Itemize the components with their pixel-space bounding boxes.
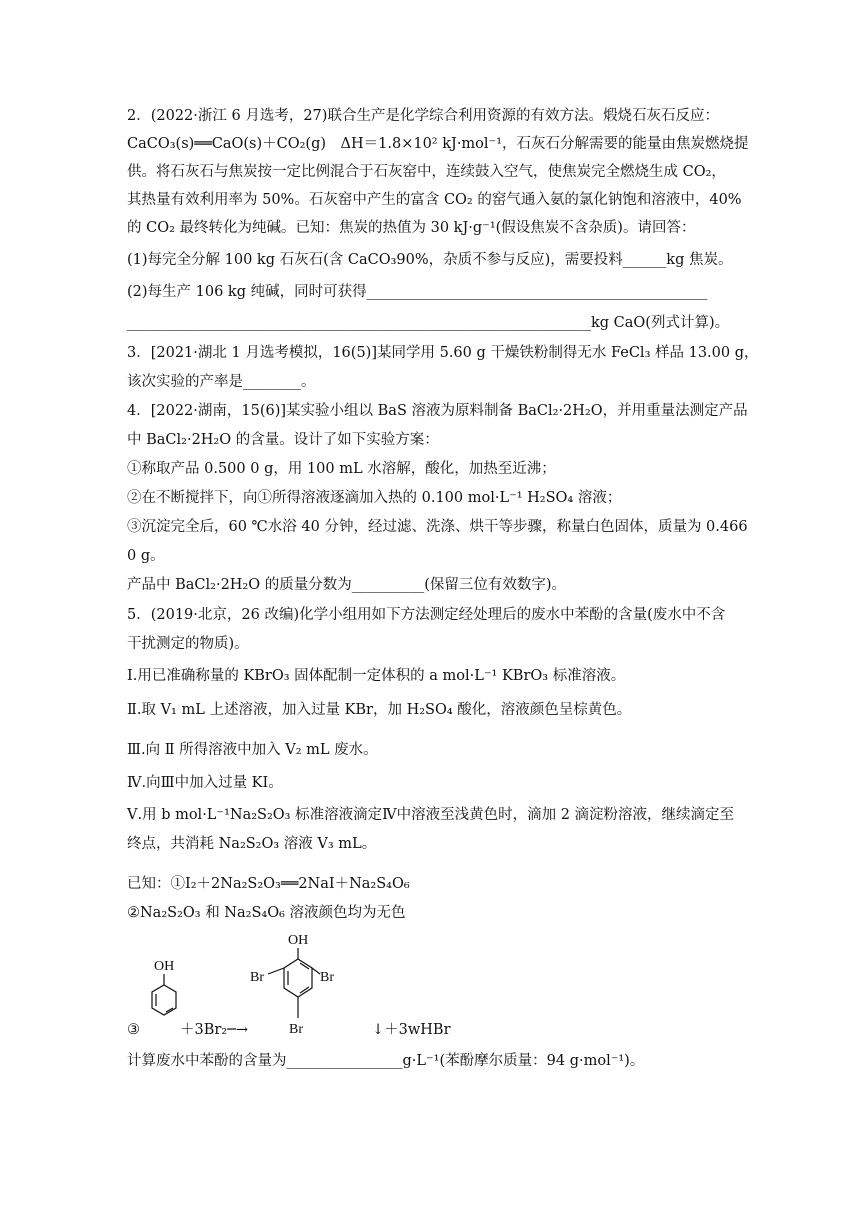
product-br-bottom-label: Br [289, 1022, 303, 1037]
q2-subq-1: (1)每完全分解 100 kg 石灰石(含 CaCO₃90%，杂质不参与反应)，需要投料______kg 焦炭。 [127, 252, 733, 268]
q5-step-1: Ⅰ.用已准确称量的 KBrO₃ 固体配制一定体积的 a mol·L⁻¹ KBrO₃ 标准溶液。 [127, 668, 626, 684]
q5-known-2: ②Na₂S₂O₃ 和 Na₂S₄O₆ 溶液颜色均为无色 [127, 905, 406, 921]
q5-step-4: Ⅳ.向Ⅲ中加入过量 KI。 [127, 775, 283, 791]
q4-line-2: 中 BaCl₂·2H₂O 的含量。设计了如下实验方案： [127, 432, 439, 448]
q5-line-1: 5．(2019·北京，26 改编)化学小组用如下方法测定经处理后的废水中苯酚的含量(废水中不含 [127, 607, 726, 623]
equation-number: ③ [127, 1022, 140, 1038]
reactant-bromine-arrow: ＋3Br₂─→ [180, 1022, 249, 1038]
q2-line-2: CaCO₃(s)══CaO(s)＋CO₂(g) ΔH＝1.8×10² kJ·mol⁻¹，石灰石分解需要的能量由焦炭燃烧提 [127, 136, 749, 152]
q2-line-5: 的 CO₂ 最终转化为纯碱。已知：焦炭的热值为 30 kJ·g⁻¹(假设焦炭不含杂质)。请回答： [127, 220, 696, 236]
q5-step-3: Ⅲ.向 Ⅱ 所得溶液中加入 V₂ mL 废水。 [127, 742, 378, 758]
q4-line-1: 4．[2022·湖南，15(6)]某实验小组以 BaS 溶液为原料制备 BaCl₂·2H₂O，并用重量法测定产品 [127, 403, 748, 419]
q3-line-1: 3．[2021·湖北 1 月选考模拟，16(5)]某同学用 5.60 g 干燥铁粉制得无水 FeCl₃ 样品 13.00 g， [127, 345, 759, 361]
q4-step-2: ②在不断搅拌下，向①所得溶液逐滴加入热的 0.100 mol·L⁻¹ H₂SO₄ 溶液； [127, 490, 622, 506]
q2-line-4: 其热量有效利用率为 50%。石灰窑中产生的富含 CO₂ 的窑气通入氨的氯化钠饱和溶液中，40% [127, 192, 742, 208]
q4-step-1: ①称取产品 0.500 0 g，用 100 mL 水溶解，酸化，加热至近沸； [127, 461, 556, 477]
tribromophenol-structure-icon [245, 928, 345, 1038]
q2-line-3: 供。将石灰石与焦炭按一定比例混合于石灰窑中，连续鼓入空气，使焦炭完全燃烧生成 CO₂， [127, 164, 726, 180]
q5-step-5: Ⅴ.用 b mol·L⁻¹Na₂S₂O₃ 标准溶液滴定Ⅳ中溶液至浅黄色时，滴加 2 滴淀粉溶液，继续滴定至 [127, 807, 735, 823]
q5-line-2: 干扰测定的物质)。 [127, 636, 249, 652]
q2-subq-2: (2)每生产 106 kg 纯碱，同时可获得_______________________________________________ [127, 284, 708, 300]
phenol-oh-label: OH [154, 959, 175, 974]
q5-known-1: 已知：①I₂＋2Na₂S₂O₃══2NaI＋Na₂S₄O₆ [127, 876, 410, 892]
q5-final-question: 计算废水中苯酚的含量为________________g·L⁻¹(苯酚摩尔质量：94 g·mol⁻¹)。 [127, 1053, 645, 1069]
q4-step-3: ③沉淀完全后，60 ℃水浴 40 分钟，经过滤、洗涤、烘干等步骤，称量白色固体，质量为 0.466 [127, 519, 748, 535]
q5-step-5-cont: 终点，共消耗 Na₂S₂O₃ 溶液 V₃ mL。 [127, 836, 377, 852]
product-oh-label: OH [288, 933, 309, 948]
q4-step-3-cont: 0 g。 [127, 548, 165, 564]
equation-tail: ↓＋3wHBr [372, 1022, 451, 1038]
q5-step-2: Ⅱ.取 V₁ mL 上述溶液，加入过量 KBr，加 H₂SO₄ 酸化，溶液颜色呈棕黄色。 [127, 702, 632, 718]
q2-answer-line: ________________________________________________________________kg CaO(列式计算)。 [127, 315, 730, 331]
q4-question: 产品中 BaCl₂·2H₂O 的质量分数为__________(保留三位有效数字)。 [127, 577, 567, 593]
q3-line-2: 该次实验的产率是________。 [127, 374, 316, 390]
product-br-left-label: Br [250, 970, 264, 985]
q2-line-1: 2．(2022·浙江 6 月选考，27)联合生产是化学综合利用资源的有效方法。煅烧石灰石反应： [127, 108, 719, 124]
product-br-right-label: Br [320, 970, 334, 985]
